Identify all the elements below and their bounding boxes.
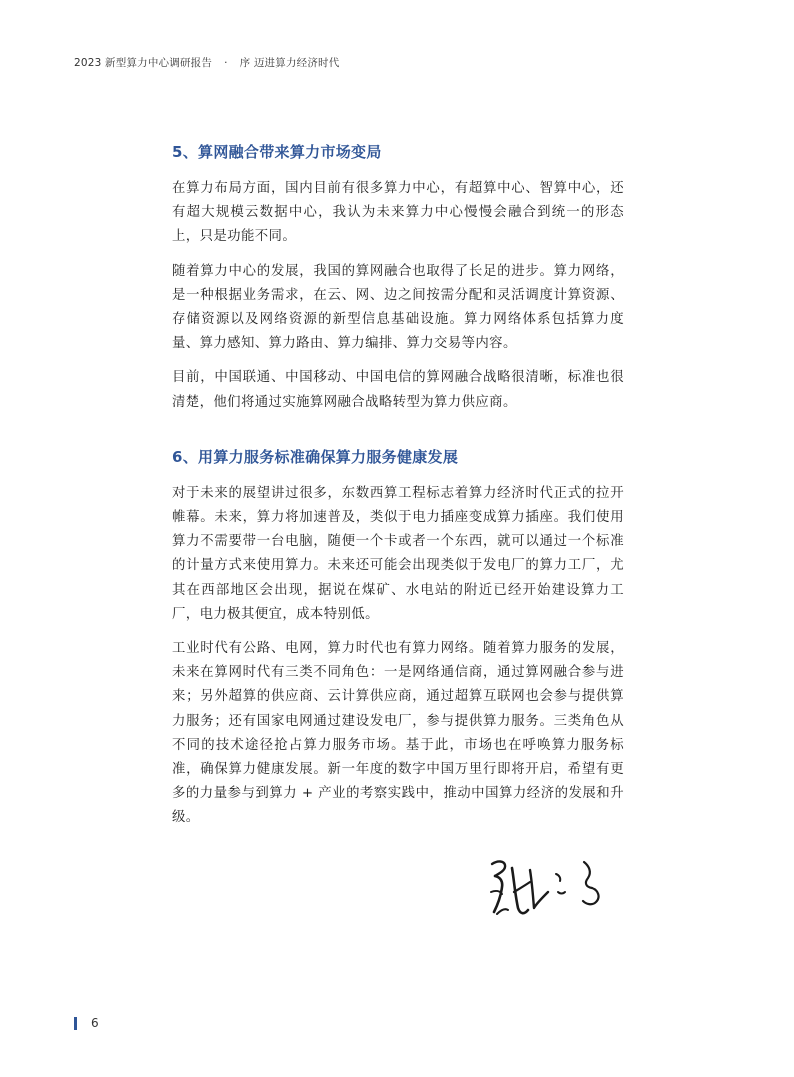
page-footer xyxy=(74,1016,99,1030)
section-heading: 5、算网融合带来算力市场变局 xyxy=(172,143,382,161)
paragraph: 在算力布局方面，国内目前有很多算力中心，有超算中心、智算中心，还有超大规模云数据中心，我认为未来算力中心慢慢会融合到统一的形态上，只是功能不同。 xyxy=(172,181,624,245)
main-content xyxy=(172,140,624,841)
report-title: 2023 新型算力中心调研报告 xyxy=(74,57,213,69)
page-marker-bar xyxy=(74,1017,77,1030)
paragraph: 目前，中国联通、中国移动、中国电信的算网融合战略很清晰，标准也很清楚，他们将通过实施算网融合战略转型为算力供应商。 xyxy=(172,370,624,410)
section-heading: 6、用算力服务标准确保算力服务健康发展 xyxy=(172,447,459,466)
handwritten-signature-icon xyxy=(488,852,618,924)
header-separator: · xyxy=(224,57,228,69)
page-number: 6 xyxy=(91,1016,99,1030)
paragraph: 工业时代有公路、电网，算力时代也有算力网络。随着算力服务的发展，未来在算网时代有三类不同角色：一是网络通信商，通过算网融合参与进来；另外超算的供应商、云计算供应商，通过超算互联网也会参与提供算力服务；还有国家电网通过建设发电厂，参与提供算力服务。三类角色从不同的技术途径抢占算力服务市场。基于此，市场也在呼唤算力服务标准，确保算力健康发展。新一年度的数字中国万里行即将开启，希望有更多的力量参与到算力 + 产业的考察实践中，推动中国算力经济的发展和升级。 xyxy=(172,641,624,826)
chapter-title: 序 迈进算力经济时代 xyxy=(239,57,340,69)
section-6 xyxy=(172,445,624,831)
paragraph: 对于未来的展望讲过很多，东数西算工程标志着算力经济时代正式的拉开帷幕。未来，算力将加速普及，类似于电力插座变成算力插座。我们使用算力不需要带一台电脑，随便一个卡或者一个东西，就可以通过一个标准的计量方式来使用算力。未来还可能会出现类似于发电厂的算力工厂，尤其在西部地区会出现，据说在煤矿、水电站的附近已经开始建设算力工厂，电力极其便宜，成本特别低。 xyxy=(172,485,624,622)
section-5 xyxy=(172,140,624,415)
running-header xyxy=(74,55,339,70)
paragraph: 随着算力中心的发展，我国的算网融合也取得了长足的进步。算力网络，是一种根据业务需求，在云、网、边之间按需分配和灵活调度计算资源、存储资源以及网络资源的新型信息基础设施。算力网络体系包括算力度量、算力感知、算力路由、算力编排、算力交易等内容。 xyxy=(172,263,624,352)
